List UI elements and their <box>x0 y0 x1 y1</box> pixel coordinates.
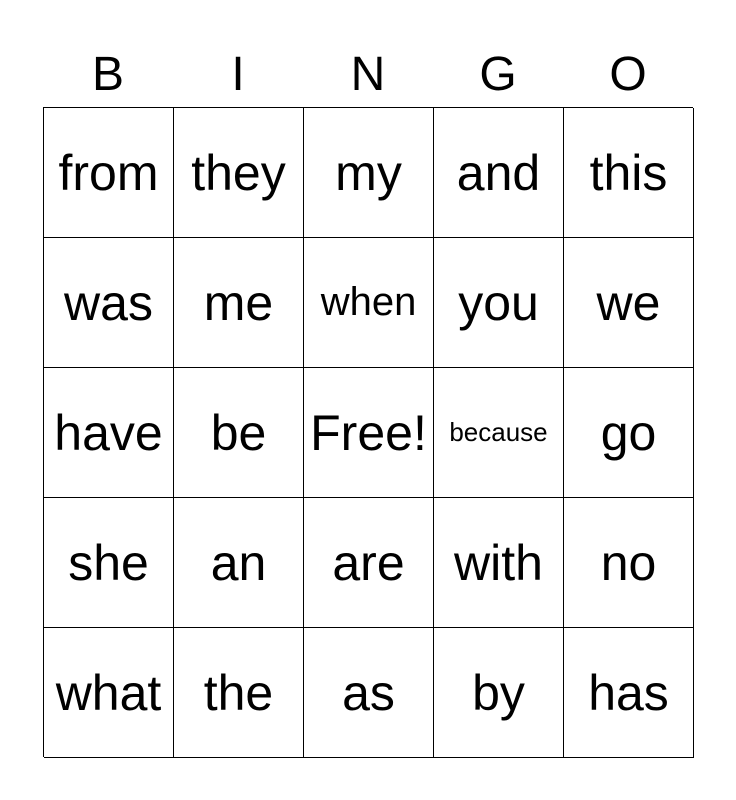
bingo-cell[interactable]: be <box>174 368 304 498</box>
header-letter-n: N <box>350 48 386 101</box>
bingo-cell[interactable]: when <box>304 238 434 368</box>
bingo-cell[interactable]: because <box>434 368 564 498</box>
bingo-cell[interactable]: no <box>564 498 694 628</box>
bingo-cell[interactable]: the <box>174 628 304 758</box>
free-space-cell[interactable]: Free! <box>304 368 434 498</box>
bingo-cell[interactable]: with <box>434 498 564 628</box>
bingo-cell[interactable]: are <box>304 498 434 628</box>
bingo-cell[interactable]: my <box>304 108 434 238</box>
bingo-header <box>43 45 693 105</box>
bingo-cell[interactable]: have <box>44 368 174 498</box>
bingo-cell[interactable]: an <box>174 498 304 628</box>
header-letter-i: I <box>231 48 245 101</box>
bingo-cell[interactable]: by <box>434 628 564 758</box>
bingo-cell[interactable]: what <box>44 628 174 758</box>
bingo-board <box>43 107 693 757</box>
bingo-cell[interactable]: has <box>564 628 694 758</box>
bingo-cell[interactable]: they <box>174 108 304 238</box>
bingo-cell[interactable]: as <box>304 628 434 758</box>
bingo-cell[interactable]: was <box>44 238 174 368</box>
bingo-cell[interactable]: and <box>434 108 564 238</box>
bingo-cell[interactable]: she <box>44 498 174 628</box>
bingo-cell[interactable]: from <box>44 108 174 238</box>
header-letter-b: B <box>91 48 124 101</box>
header-letter-g: G <box>479 48 517 101</box>
bingo-cell[interactable]: me <box>174 238 304 368</box>
bingo-cell[interactable]: go <box>564 368 694 498</box>
bingo-cell[interactable]: we <box>564 238 694 368</box>
header-letter-o: O <box>609 48 647 101</box>
bingo-cell[interactable]: you <box>434 238 564 368</box>
bingo-cell[interactable]: this <box>564 108 694 238</box>
